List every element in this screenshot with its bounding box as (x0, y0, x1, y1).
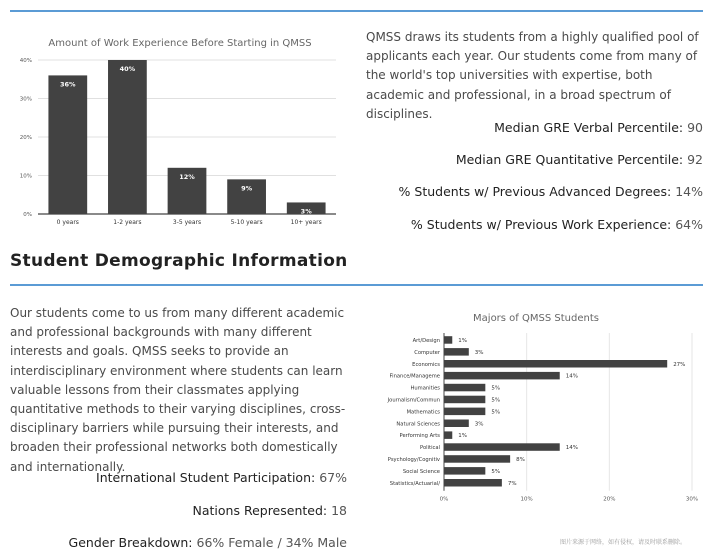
y-tick-label: Social Science (402, 468, 440, 475)
bar (444, 396, 485, 404)
bar (444, 360, 667, 368)
y-tick-label: 40% (19, 58, 32, 64)
data-label: 40% (119, 65, 136, 73)
data-label: 3% (474, 349, 484, 356)
y-tick-label: Psychology/Cognitiv (387, 456, 440, 463)
bar (444, 408, 485, 416)
data-label: 36% (60, 80, 76, 89)
data-label: 7% (507, 480, 517, 487)
section-divider (10, 284, 703, 286)
data-label: 5% (491, 385, 501, 392)
stat-gre-verbal (494, 120, 703, 135)
data-label: 1% (458, 433, 468, 440)
x-tick-label: 3-5 years (172, 219, 202, 226)
bar (444, 336, 452, 344)
stat-nations (193, 503, 348, 518)
x-tick-label: 1-2 years (113, 219, 142, 226)
bar (444, 431, 452, 439)
x-tick-label: 0 years (56, 219, 79, 226)
data-label: 1% (458, 337, 468, 344)
bar (444, 479, 502, 487)
y-tick-label: Mathematics (406, 409, 440, 416)
stat-work-experience-label: % Students w/ Previous Work Experience: (410, 217, 672, 232)
bar (48, 75, 87, 214)
stat-nations-label: Nations Represented: (192, 503, 328, 518)
stat-work-experience (411, 217, 703, 232)
stat-gender (69, 535, 347, 550)
bar (444, 384, 485, 392)
bar (444, 467, 485, 475)
bar (108, 60, 147, 214)
data-label: 9% (241, 184, 253, 193)
y-tick-label: 30% (19, 96, 32, 103)
intro-paragraph: QMSS draws its students from a highly qualified pool of applicants each year. Our students come from many of the world's top universities with expertise, both academic and professional, in a broad spectrum of disciplines. (366, 30, 699, 121)
y-tick-label: 20% (19, 135, 32, 141)
bar (444, 443, 560, 451)
stat-gender-value: 66% Female / 34% Male (196, 535, 347, 550)
bar (444, 372, 560, 380)
bar (444, 420, 469, 428)
x-tick-label: 10+ years (290, 219, 322, 226)
work-experience-chart (0, 50, 345, 250)
stat-gender-label: Gender Breakdown: (68, 535, 193, 550)
stat-gre-quant-label: Median GRE Quantitative Percentile: (455, 152, 684, 167)
work-experience-chart-title: Amount of Work Experience Before Starting in QMSS (48, 38, 312, 49)
data-label: 8% (516, 456, 525, 463)
y-tick-label: Statistics/Actuarial/ (389, 480, 440, 487)
data-label: 5% (491, 397, 501, 404)
y-tick-label: Humanities (410, 385, 440, 392)
x-tick-label: 0% (439, 496, 449, 503)
data-label: 12% (179, 172, 195, 181)
y-tick-label: Natural Sciences (396, 421, 440, 428)
data-label: 3% (474, 421, 484, 428)
x-tick-label: 20% (603, 496, 616, 503)
demographic-paragraph: Our students come to us from many different academic and professional backgrounds with many different interests and goals. QMSS seeks to provide an interdisciplinary environment where students can learn valuable lessons from their classmates applying quantitative methods to their varying disciplines, cross-disciplinary barriers while pursuing their interests, and broaden their professional networks both domestically and internationally. (10, 306, 346, 474)
data-label: 5% (491, 409, 501, 416)
stat-international (96, 470, 347, 485)
stat-gre-verbal-value: 90 (687, 120, 703, 135)
y-tick-label: Computer (414, 349, 440, 356)
y-tick-label: Art/Design (412, 337, 440, 344)
stat-advanced-degrees (399, 184, 703, 199)
y-tick-label: 0% (23, 212, 32, 218)
y-tick-label: Political (420, 445, 440, 452)
top-divider (10, 10, 703, 12)
watermark: 图片来源于网络，如有侵权，请及时联系删除。 (560, 539, 687, 546)
y-tick-label: Performing Arts (399, 433, 440, 440)
x-tick-label: 30% (685, 496, 699, 503)
data-label: 3% (300, 207, 312, 216)
y-tick-label: 10% (19, 173, 32, 180)
majors-chart (365, 328, 705, 508)
data-label: 27% (673, 361, 686, 368)
stat-international-label: International Student Participation: (96, 470, 316, 485)
stat-gre-quant (456, 152, 703, 167)
stat-gre-quant-value: 92 (687, 152, 703, 167)
stat-nations-value: 18 (331, 503, 347, 518)
x-tick-label: 5-10 years (230, 219, 263, 226)
stat-advanced-degrees-value: 14% (675, 184, 703, 199)
data-label: 5% (491, 468, 501, 475)
data-label: 14% (565, 373, 578, 380)
majors-chart-title: Majors of QMSS Students (473, 313, 599, 324)
y-tick-label: Economics (412, 361, 440, 368)
stat-work-experience-value: 64% (675, 217, 703, 232)
bar (444, 348, 469, 356)
bar (444, 455, 510, 463)
y-tick-label: Finance/Manageme (389, 373, 440, 380)
x-tick-label: 10% (520, 496, 533, 503)
section-heading: Student Demographic Information (10, 251, 348, 271)
stat-gre-verbal-label: Median GRE Verbal Percentile: (494, 120, 684, 135)
stat-advanced-degrees-label: % Students w/ Previous Advanced Degrees: (398, 184, 672, 199)
y-tick-label: Journalism/Commun (387, 397, 440, 404)
data-label: 14% (565, 445, 578, 452)
stat-international-value: 67% (319, 470, 347, 485)
